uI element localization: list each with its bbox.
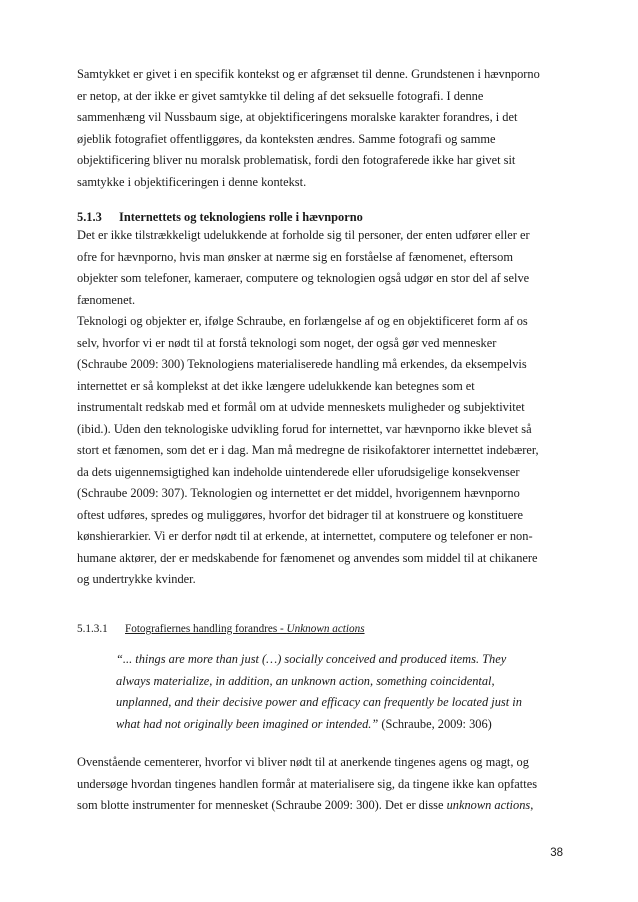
- text-line: objekter som telefoner, kameraer, computere og teknologien også udgør en stor del af selve: [77, 271, 530, 285]
- quote-last-line: [116, 714, 546, 736]
- text-line: humane aktører, der er medskabende for fænomenet og anvendes som middel til at chikanere: [77, 550, 538, 565]
- text-line: selv, hvorfor vi er nødt til at forstå teknologi som noget, der også gør ved mennesker: [77, 335, 497, 350]
- subsection-title: [125, 623, 365, 635]
- subsection-number: 5.1.3.1: [77, 623, 108, 635]
- subsection-title-prefix: Fotografiernes handling forandres -: [125, 623, 287, 635]
- paragraph-unknown-actions: [77, 752, 565, 817]
- text-line: er netop, at der ikke er givet samtykke til deling af det seksuelle fotografi. I denne: [77, 88, 484, 103]
- quote-citation: (Schraube, 2009: 306): [378, 716, 492, 731]
- paragraph-consent: [77, 64, 565, 193]
- quote-line: “... things are more than just (…) socially conceived and produced items. They: [116, 652, 507, 666]
- text-line: (ibid.). Uden den teknologiske udvikling forud for internettet, var hævnporno ikke blevet så: [77, 421, 532, 436]
- text-segment: som blotte instrumenter for mennesket (Schraube 2009: 300). Det er disse: [77, 798, 447, 812]
- text-line: objektificering bliver nu moralsk problematisk, fordi den fotograferede ikke har givet sit: [77, 153, 516, 167]
- text-line: [77, 795, 565, 817]
- block-quote: [116, 649, 546, 735]
- text-line: oftest udføres, spredes og muliggøres, hvorfor det bidrager til at konstruere og konstituere: [77, 507, 523, 522]
- text-line: Teknologi og objekter er, ifølge Schraube, en forlængelse af og en objektificeret form af os: [77, 314, 528, 328]
- text-segment-italic: unknown actions: [446, 798, 531, 812]
- text-line: Det er ikke tilstrækkeligt udelukkende at forholde sig til personer, der enten udfører eller er: [77, 228, 530, 242]
- quote-line: always materialize, in addition, an unknown action, something coincidental,: [116, 673, 495, 688]
- section-heading: [77, 208, 567, 226]
- text-line: samtykke i objektificeringen i denne kontekst.: [77, 174, 307, 189]
- text-line: øjeblik fotografiet offentliggøres, da konteksten ændres. Samme fotografi og samme: [77, 131, 496, 146]
- text-line: (Schraube 2009: 307). Teknologien og internettet er det middel, hvorigennem hævnporno: [77, 486, 520, 500]
- text-line: (Schraube 2009: 300) Teknologiens materialiserede handling må erkendes, da eksempelvis: [77, 357, 527, 371]
- text-line: Samtykket er givet i en specifik kontekst og er afgrænset til denne. Grundstenen i hævnporno: [77, 67, 540, 81]
- text-segment: ,: [530, 798, 534, 812]
- section-number: 5.1.3: [77, 210, 102, 224]
- text-line: undersøge hvordan tingenes handlen formår at materialisere sig, da tingene ikke kan opfattes: [77, 776, 538, 791]
- text-line: fænomenet.: [77, 292, 136, 307]
- text-line: instrumentalt redskab med et formål om at udvide menneskets muligheder og subjektivitet: [77, 400, 525, 414]
- subsection-heading: [77, 621, 567, 637]
- text-line: kønshierarkier. Vi er derfor nødt til at erkende, at internettet, computere og telefoner er non-: [77, 529, 533, 543]
- paragraph-objects: [77, 225, 565, 311]
- text-line: da dets uigennemsigtighed kan indeholde uintenderede eller uforudsigelige konsekvenser: [77, 464, 520, 479]
- paragraph-technology: [77, 311, 565, 591]
- text-line: sammenhæng vil Nussbaum sige, at objektificeringens moralske karakter forandres, i det: [77, 110, 518, 124]
- quote-line: what had not originally been imagined or intended.”: [116, 716, 379, 731]
- subsection-title-italic: Unknown actions: [286, 623, 365, 635]
- text-line: og undertrykke kvinder.: [77, 572, 196, 586]
- text-line: stort et fænomen, som det er i dag. Man må medregne de risikofaktorer internettet indebærer,: [77, 443, 539, 457]
- text-line: ofre for hævnporno, hvis man ønsker at nærme sig en forståelse af fænomenet, eftersom: [77, 249, 513, 264]
- page-number: 38: [550, 847, 563, 859]
- text-line: Ovenstående cementerer, hvorfor vi bliver nødt til at anerkende tingenes agens og magt, og: [77, 755, 529, 769]
- quote-line: unplanned, and their decisive power and efficacy can frequently be located just in: [116, 695, 522, 709]
- section-title: Internettets og teknologiens rolle i hævnporno: [119, 210, 363, 224]
- text-line: internettet er så komplekst at det ikke længere udelukkende kan betegnes som et: [77, 378, 475, 393]
